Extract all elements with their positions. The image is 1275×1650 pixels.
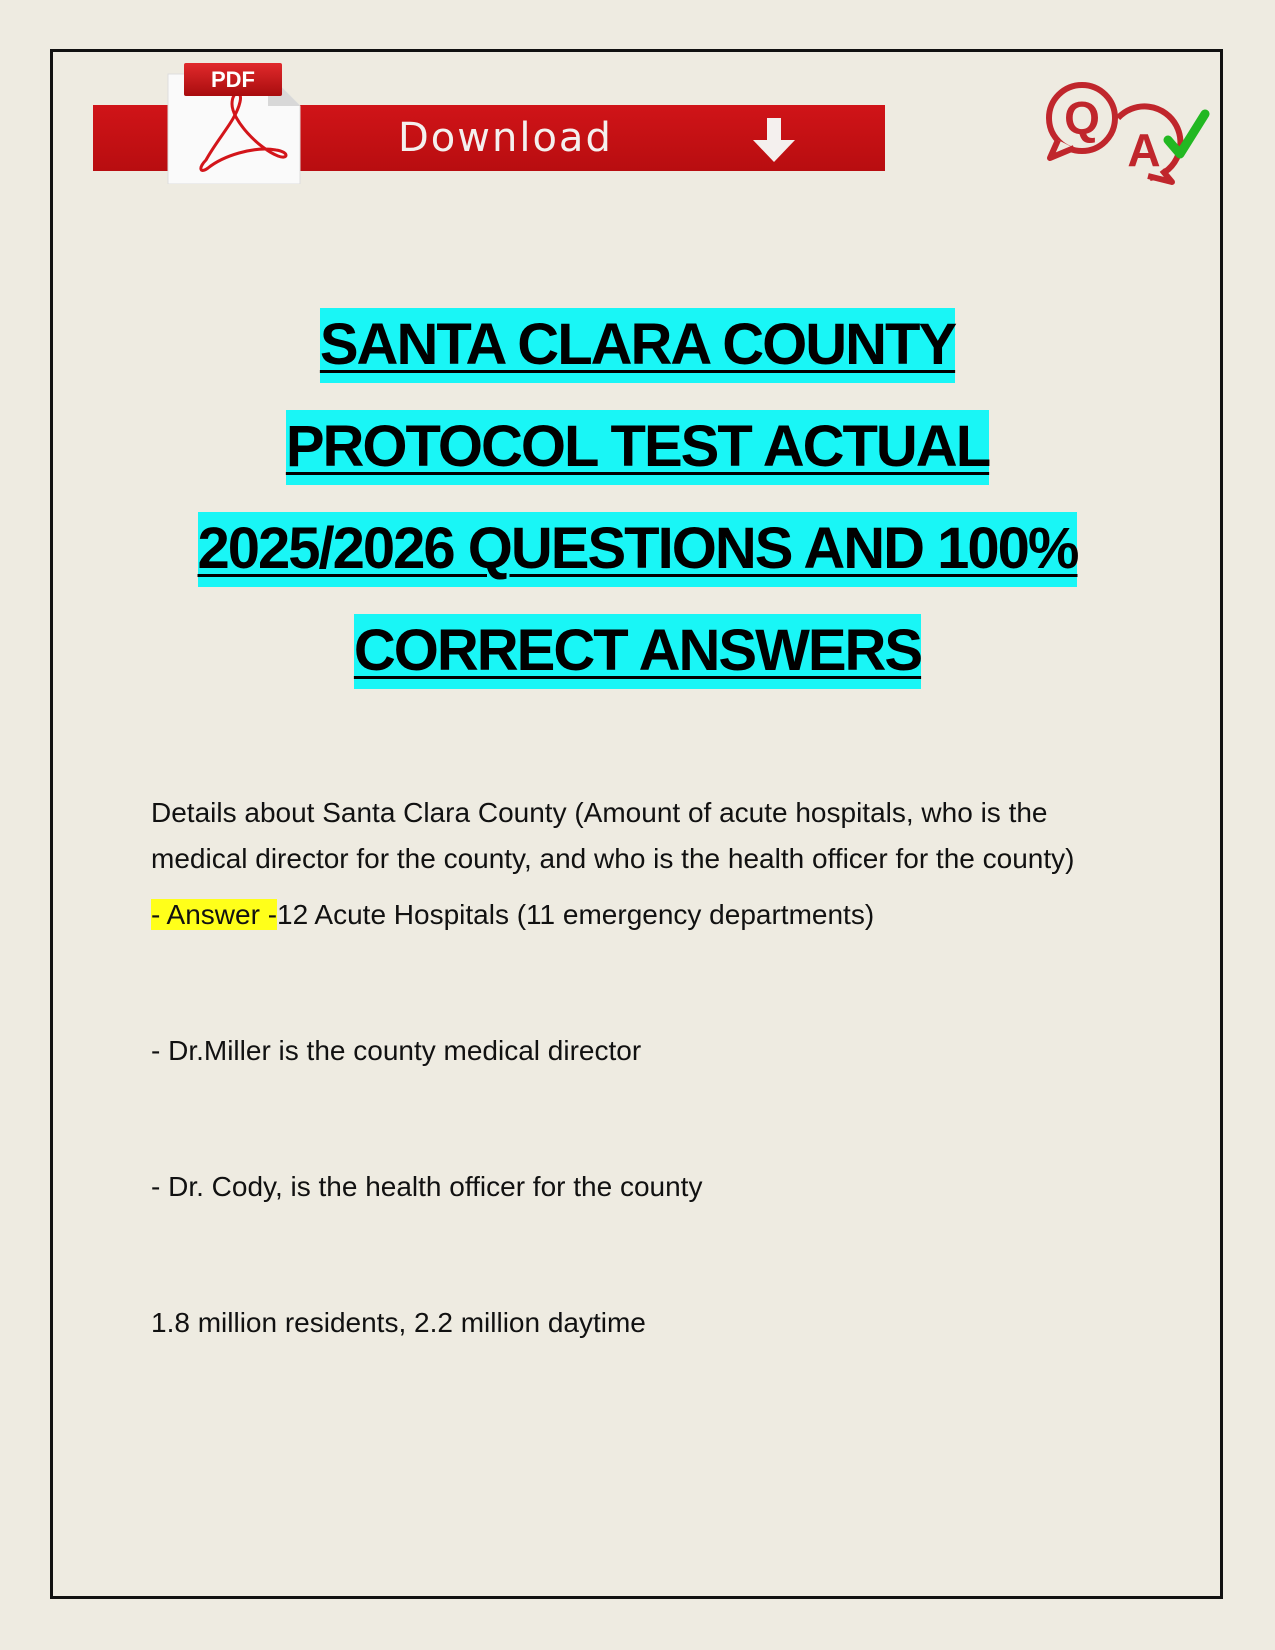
document-title — [0, 305, 1275, 713]
answer-tag: - Answer - — [151, 899, 278, 930]
pdf-download-banner[interactable] — [93, 60, 885, 184]
title-line-3: 2025/2026 QUESTIONS AND 100% — [198, 512, 1078, 587]
download-label: Download — [398, 115, 613, 161]
detail-health-officer: - Dr. Cody, is the health officer for the county — [151, 1171, 703, 1202]
title-line-2: PROTOCOL TEST ACTUAL — [286, 410, 989, 485]
pdf-document-icon — [148, 60, 306, 184]
download-arrow-icon — [753, 118, 795, 162]
answer-line — [151, 892, 1141, 938]
pdf-tab-label: PDF — [184, 63, 282, 96]
question-text: Details about Santa Clara County (Amount of acute hospitals, who is the medical director for the county, and who is the health officer for the county) — [151, 797, 1075, 874]
svg-text:Q: Q — [1064, 92, 1100, 144]
detail-population: 1.8 million residents, 2.2 million daytime — [151, 1307, 646, 1338]
qa-content — [151, 790, 1141, 1346]
qa-check-icon — [1040, 78, 1210, 188]
title-line-1: SANTA CLARA COUNTY — [320, 308, 955, 383]
title-line-4: CORRECT ANSWERS — [354, 614, 921, 689]
answer-text: 12 Acute Hospitals (11 emergency departments) — [277, 899, 875, 930]
svg-text:A: A — [1127, 124, 1161, 176]
detail-medical-director: - Dr.Miller is the county medical director — [151, 1035, 642, 1066]
